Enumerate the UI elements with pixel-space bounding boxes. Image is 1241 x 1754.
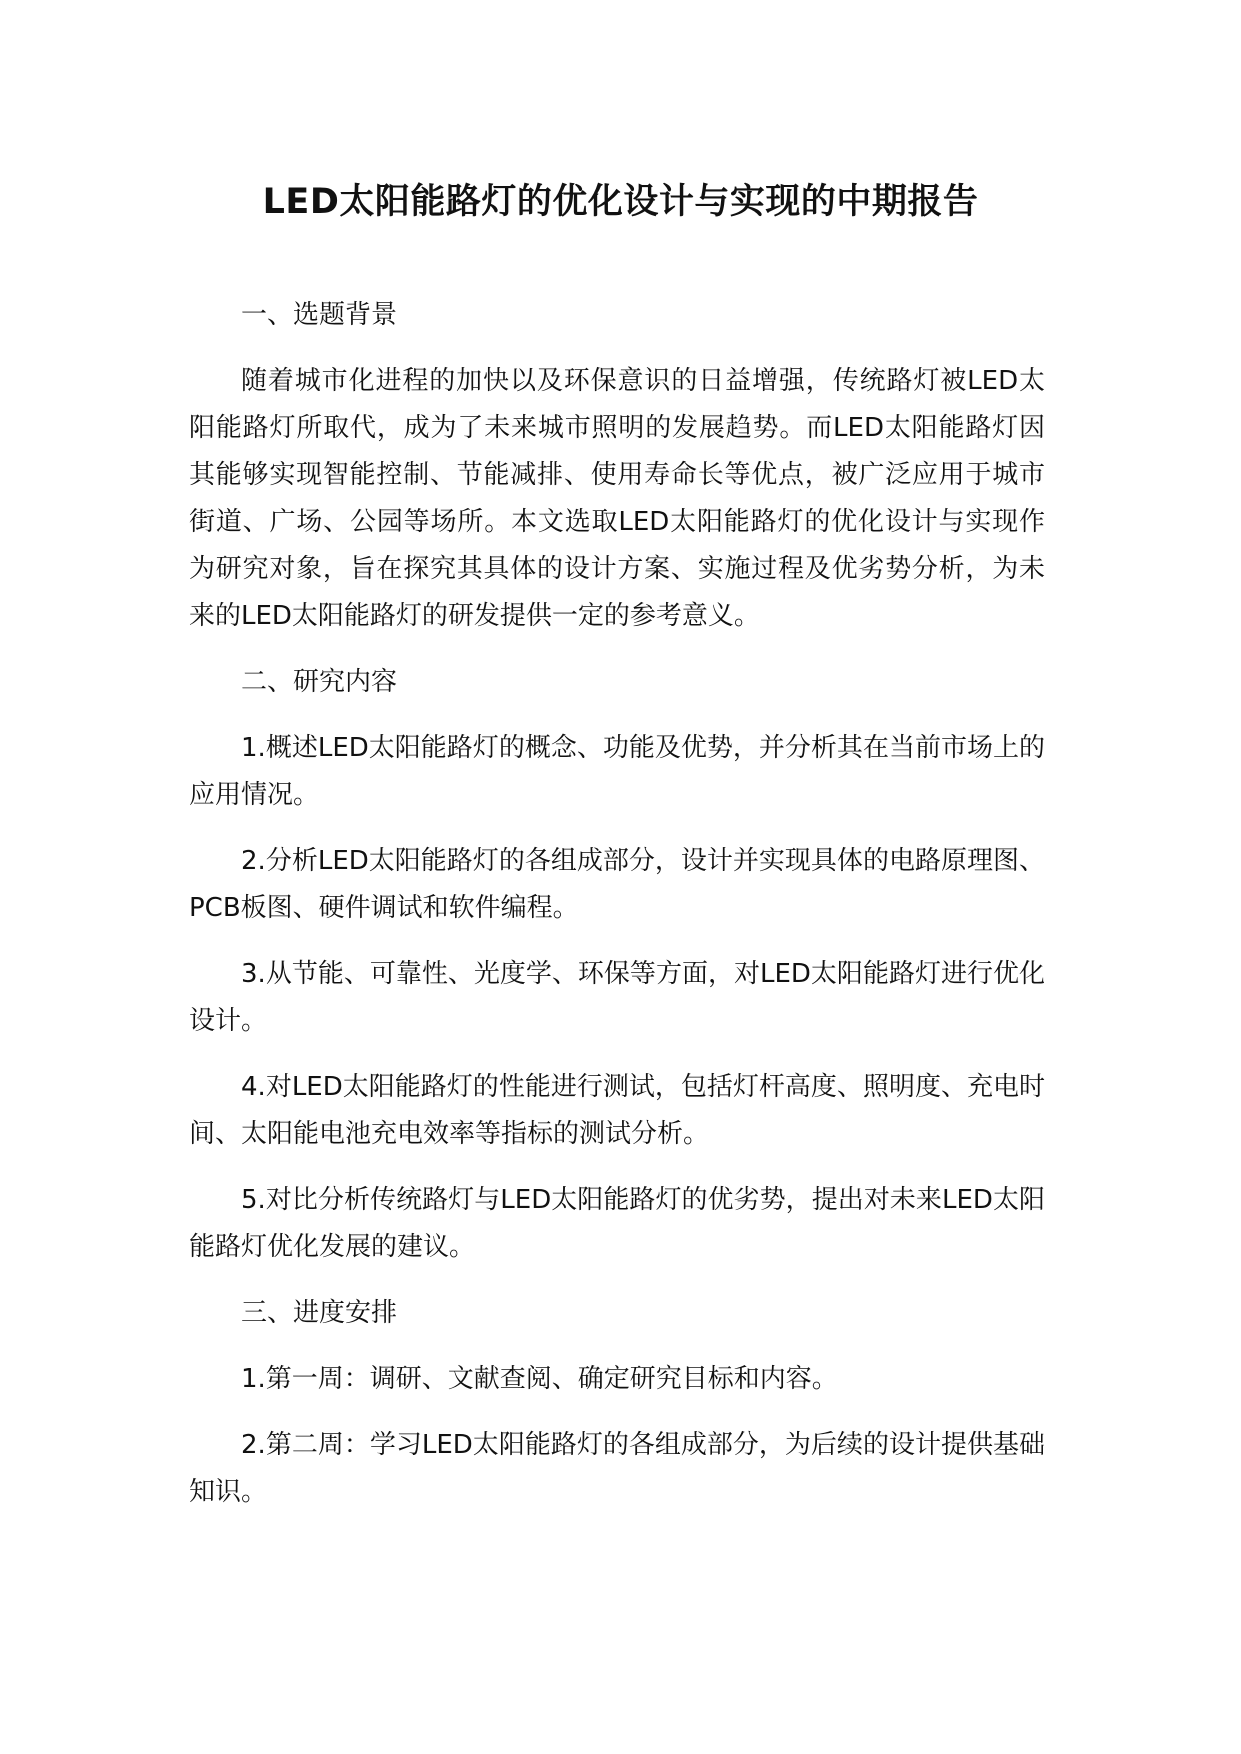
paragraph: 随着城市化进程的加快以及环保意识的日益增强，传统路灯被LED太阳能路灯所取代，成为了未来城市照明的发展趋势。而LED太阳能路灯因其能够实现智能控制、节能减排、使用寿命长等优点，被广泛应用于城市街道、广场、公园等场所。本文选取LED太阳能路灯的优化设计与实现作为研究对象，旨在探究其具体的设计方案、实施过程及优劣势分析，为未来的LED太阳能路灯的研发提供一定的参考意义。	[189, 366, 1045, 631]
list-item: 2.第二周：学习LED太阳能路灯的各组成部分，为后续的设计提供基础知识。	[189, 1430, 1045, 1507]
section-heading: 三、进度安排	[241, 1298, 398, 1328]
list-item: 5.对比分析传统路灯与LED太阳能路灯的优劣势，提出对未来LED太阳能路灯优化发展的建议。	[189, 1185, 1045, 1262]
list-item: 1.第一周：调研、文献查阅、确定研究目标和内容。	[241, 1364, 838, 1394]
list-item: 2.分析LED太阳能路灯的各组成部分，设计并实现具体的电路原理图、PCB板图、硬件调试和软件编程。	[189, 846, 1045, 923]
section-heading: 二、研究内容	[241, 667, 398, 697]
document-body	[189, 292, 1045, 1535]
section-heading: 一、选题背景	[241, 300, 398, 330]
document-title: LED太阳能路灯的优化设计与实现的中期报告	[262, 182, 979, 222]
list-item: 3.从节能、可靠性、光度学、环保等方面，对LED太阳能路灯进行优化设计。	[189, 959, 1045, 1036]
list-item: 4.对LED太阳能路灯的性能进行测试，包括灯杆高度、照明度、充电时间、太阳能电池充电效率等指标的测试分析。	[189, 1072, 1045, 1149]
list-item: 1.概述LED太阳能路灯的概念、功能及优势，并分析其在当前市场上的应用情况。	[189, 733, 1045, 810]
